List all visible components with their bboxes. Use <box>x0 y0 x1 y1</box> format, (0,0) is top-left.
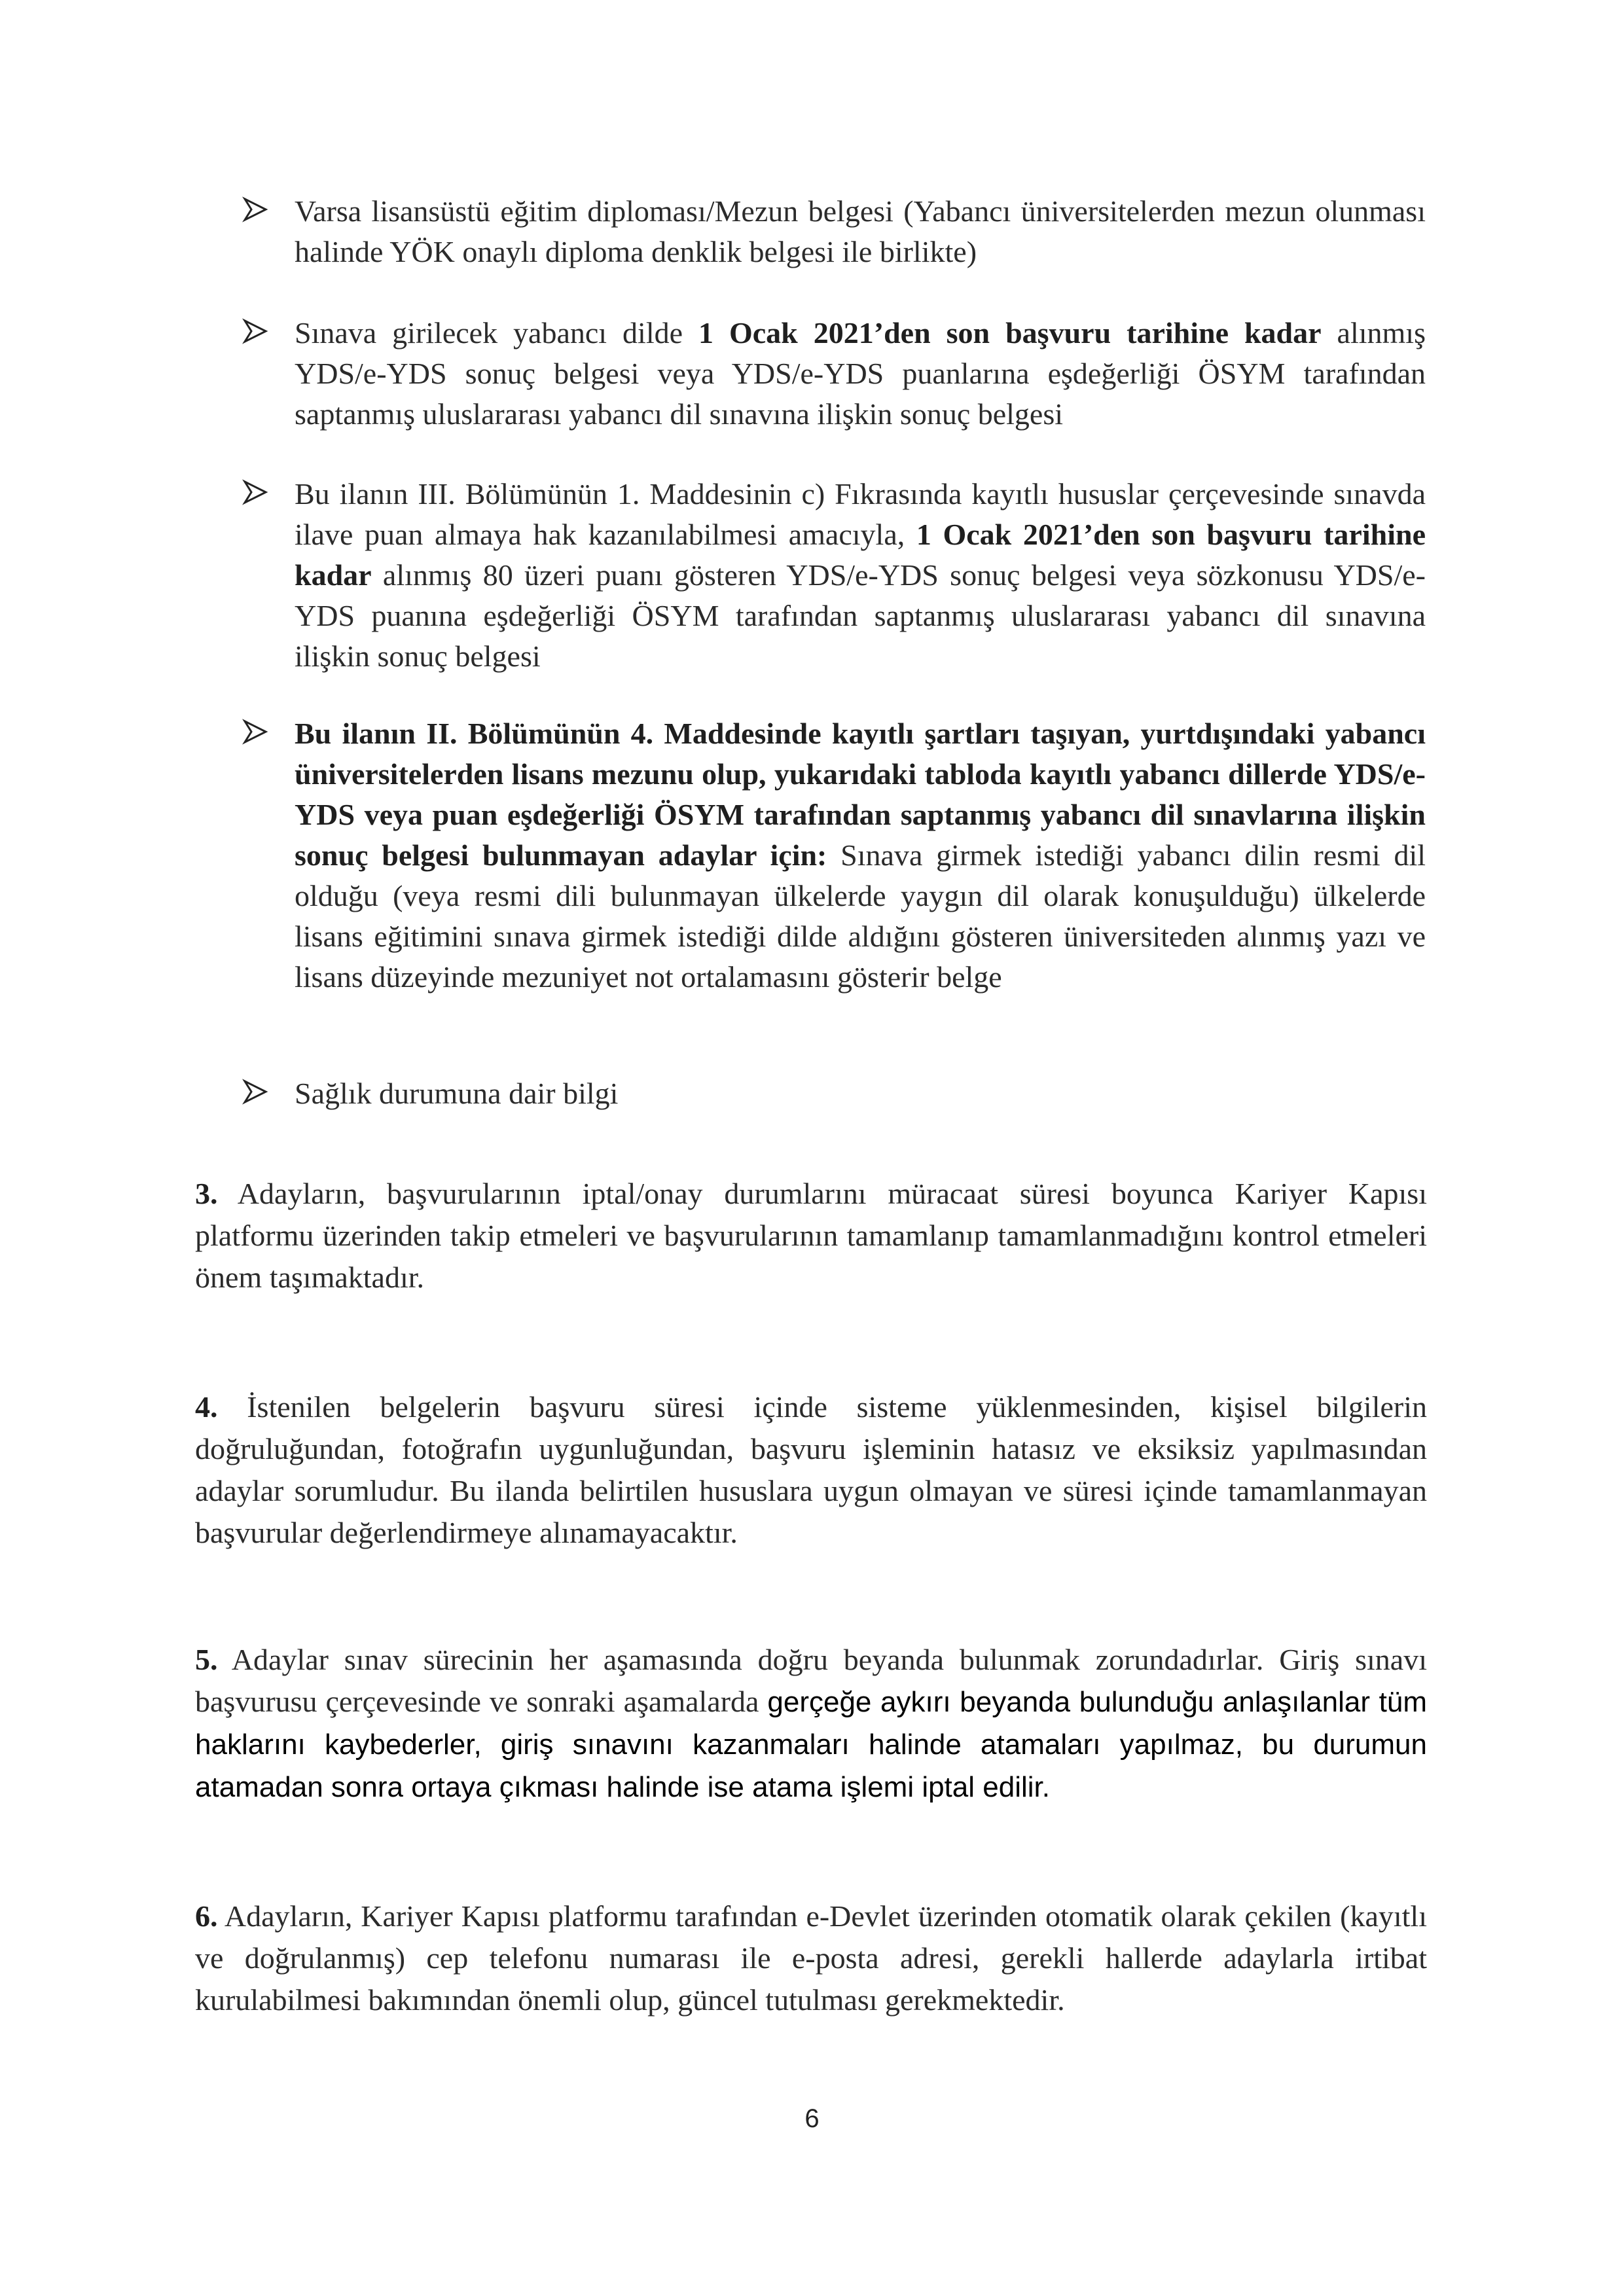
bullet-item <box>242 191 1426 272</box>
bullet-item <box>242 713 1426 997</box>
emphasized-text: gerçeğe aykırı beyanda bulunduğu anlaşılanlar tüm haklarını kaybederler, giriş sınavını kazanmaları halinde atamaları yapılmaz, bu durumun atamadan sonra ortaya çıkması halinde ise atama işlemi iptal edilir. <box>195 1686 1427 1803</box>
bold-text: Bu ilanın II. Bölümünün 4. Maddesinde kayıtlı şartları taşıyan, yurtdışındaki yabancı üniversitelerden lisans mezunu olup, yukarıdaki tabloda kayıtlı yabancı dillerde YDS/e-YDS veya puan eşdeğerliği ÖSYM tarafından saptanmış yabancı dil sınavlarına ilişkin sonuç belgesi bulunmayan adaylar için: <box>295 717 1426 872</box>
arrow-bullet-icon <box>242 479 268 505</box>
paragraph-5 <box>195 1639 1427 1808</box>
arrow-bullet-icon <box>242 318 268 344</box>
text-segment: Sağlık durumuna dair bilgi <box>295 1077 619 1110</box>
bullet-text <box>295 713 1426 997</box>
text-segment: Adaylar sınav sürecinin her aşamasında doğru beyanda bulunmak zorundadırlar. Giriş sınavı başvurusu çerçevesinde ve sonraki aşamalarda <box>195 1643 1427 1718</box>
paragraph-number: 5. <box>195 1643 218 1676</box>
paragraph-3 <box>195 1173 1427 1299</box>
paragraph-number: 6. <box>195 1899 218 1933</box>
text-segment: Sınava girilecek yabancı dilde <box>295 316 699 350</box>
text-segment: Sınava girmek istediği yabancı dilin resmi dil olduğu (veya resmi dili bulunmayan ülkelerde yaygın dil olarak konuşulduğu) ülkelerde lisans eğitimini sınava girmek istediği dilde aldığını gösteren üniversiteden alınmış yazı ve lisans düzeyinde mezuniyet not ortalamasını gösterir belge <box>295 838 1426 994</box>
page-number: 6 <box>804 2104 820 2133</box>
arrow-bullet-icon <box>242 196 268 223</box>
paragraph-4 <box>195 1386 1427 1554</box>
text-segment: alınmış YDS/e-YDS sonuç belgesi veya YDS/e-YDS puanlarına eşdeğerliği ÖSYM tarafından saptanmış uluslararası yabancı dil sınavına ilişkin sonuç belgesi <box>295 316 1426 431</box>
bullet-item <box>242 313 1426 435</box>
bullet-text <box>295 1073 1426 1114</box>
arrow-bullet-icon <box>242 1079 268 1105</box>
paragraph-number: 3. <box>195 1177 218 1210</box>
text-segment: İstenilen belgelerin başvuru süresi içinde sisteme yüklenmesinden, kişisel bilgilerin doğruluğundan, fotoğrafın uygunluğundan, başvuru işleminin hatasız ve eksiksiz yapılmasından adaylar sorumludur. Bu ilanda belirtilen hususlara uygun olmayan ve süresi içinde tamamlanmayan başvurular değerlendirmeye alınamayacaktır. <box>195 1390 1427 1549</box>
bullet-text <box>295 313 1426 435</box>
text-segment: Varsa lisansüstü eğitim diploması/Mezun belgesi (Yabancı üniversitelerden mezun olunması halinde YÖK onaylı diploma denklik belgesi ile birlikte) <box>295 194 1426 268</box>
bold-text: 1 Ocak 2021’den son başvuru tarihine kadar <box>698 316 1322 350</box>
text-segment: Adayların, Kariyer Kapısı platformu tarafından e-Devlet üzerinden otomatik olarak çekilen (kayıtlı ve doğrulanmış) cep telefonu numarası ile e-posta adresi, gerekli hallerde adaylarla irtibat kurulabilmesi bakımından önemli olup, güncel tutulması gerekmektedir. <box>195 1899 1427 2017</box>
bullet-item <box>242 1073 1426 1114</box>
bullet-text <box>295 474 1426 677</box>
paragraph-number: 4. <box>195 1390 218 1424</box>
text-segment: Adayların, başvurularının iptal/onay durumlarını müracaat süresi boyunca Kariyer Kapısı platformu üzerinden takip etmeleri ve başvurularının tamamlanıp tamamlanmadığını kontrol etmeleri önem taşımaktadır. <box>195 1177 1427 1294</box>
bullet-text <box>295 191 1426 272</box>
paragraph-6 <box>195 1895 1427 2021</box>
bold-text: 1 Ocak 2021’den son başvuru tarihine kadar <box>295 518 1426 592</box>
text-segment: alınmış 80 üzeri puanı gösteren YDS/e-YDS sonuç belgesi veya sözkonusu YDS/e-YDS puanına eşdeğerliği ÖSYM tarafından saptanmış uluslararası yabancı dil sınavına ilişkin sonuç belgesi <box>295 558 1426 673</box>
text-segment: Bu ilanın III. Bölümünün 1. Maddesinin c) Fıkrasında kayıtlı hususlar çerçevesinde sınavda ilave puan almaya hak kazanılabilmesi amacıyla, <box>295 477 1426 551</box>
bullet-item <box>242 474 1426 677</box>
arrow-bullet-icon <box>242 719 268 745</box>
